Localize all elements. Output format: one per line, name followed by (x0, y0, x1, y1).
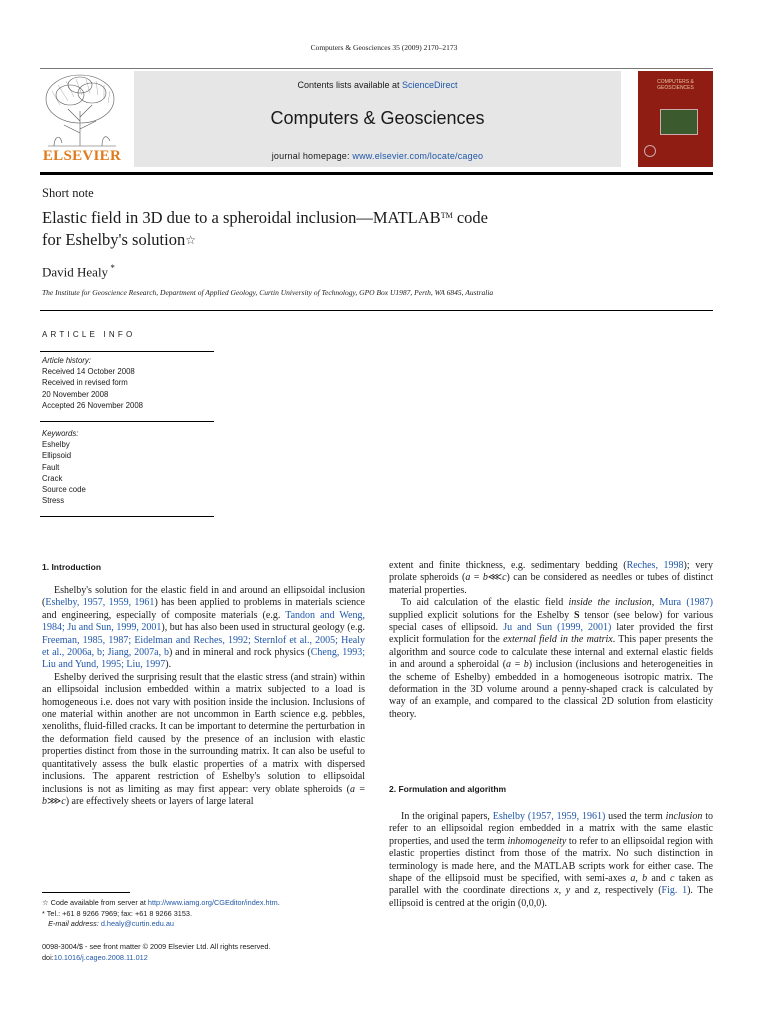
article-type: Short note (42, 186, 94, 200)
section-heading-formulation: 2. Formulation and algorithm (389, 784, 507, 794)
tree-logo-icon (40, 71, 124, 149)
footnote-rule (42, 892, 130, 893)
sciencedirect-link[interactable]: ScienceDirect (402, 80, 458, 90)
keyword-item: Crack (42, 473, 63, 483)
paragraph: To aid calculation of the elastic field inside the inclusion, Mura (1987) supplied explicit solutions for the Eshelby S tensor (see below) for various special cases of ellipsoid. Ju and Sun (1999, 2001) later provided the first explicit formulation for the external field in the matrix. This paper presents the algorithm and source code to calculate these internal and external elastic fields in and around a spheroidal (a = b) inclusion (inclusions and heterogeneities in the scheme of Eshelby) embedded in a homogeneous isotropic matrix. The deformation in the 3D volume around a penny-shaped crack is calculated by way of an example, and compared to the classical 2D solution from elasticity theory. (389, 597, 714, 720)
homepage-link[interactable]: www.elsevier.com/locate/cageo (352, 151, 484, 161)
keywords-label: Keywords: (42, 429, 79, 438)
article-history (42, 355, 143, 411)
article-info-heading: ARTICLE INFO (42, 330, 136, 339)
paper-title (42, 207, 682, 251)
journal-cover-thumbnail[interactable] (638, 71, 713, 167)
elsevier-logo (40, 71, 124, 165)
history-item: 20 November 2008 (42, 389, 109, 399)
title-footnote-star[interactable]: ☆ (185, 233, 196, 247)
paragraph: In the original papers, Eshelby (1957, 1959, 1961) used the term inclusion to refer to an ellipsoidal region embedded in a matrix with the same elastic properties, and used the term inhomogeneity to refer to an ellipsoidal region with elastic properties distinct from those of the matrix. No such distinction in terminology is made here, and the MATLAB scripts work for either case. The shape of the ellipsoid must be specified, with semi-axes a, b and c taken as parallel with the coordinate directions x, y and z, respectively (Fig. 1). The ellipsoid is centred at the origin (0,0,0). (389, 811, 713, 909)
journal-citation: Computers & Geosciences 35 (2009) 2170–2173 (310, 43, 458, 52)
body-column-left (42, 585, 365, 808)
section-heading-introduction: 1. Introduction (42, 562, 102, 572)
issn-line: 0098-3004/$ - see front matter © 2009 Elsevier Ltd. All rights reserved. (42, 942, 271, 951)
email-link[interactable]: d.healy@curtin.edu.au (100, 919, 174, 928)
paragraph: Eshelby's solution for the elastic field in and around an ellipsoidal inclusion (Eshelby, 1957, 1959, 1961) has been applied to problems in materials science and engineering, especially of composite materials (e.g. Tandon and Weng, 1984; Ju and Sun, 1999, 2001), but has also been used in structural geology (e.g. Freeman, 1985, 1987; Eidelman and Reches, 1992; Sternlof et al., 2005; Healy et al., 2006a, b; Jiang, 2007a, b) and in mineral and rock physics (Cheng, 1993; Liu and Yund, 1995; Liu, 1997). (42, 585, 366, 671)
body-column-right (389, 560, 713, 721)
footnote-contact: * Tel.: +61 8 9266 7969; fax: +61 8 9266 3153. (42, 908, 192, 918)
doi-link[interactable]: 10.1016/j.cageo.2008.11.012 (53, 953, 148, 962)
history-item: Received 14 October 2008 (42, 367, 135, 377)
copyright-block (42, 941, 270, 963)
paragraph: Eshelby derived the surprising result that the elastic stress (and strain) within an ellipsoidal inclusion embedded within a matrix subjected to a load is homogeneous i.e. does not vary with position inside the inclusion. Inclusions of one material within another are not uncommon in Earth science e.g. pebbles, xenoliths, fluid-filled cracks. It can be important to determine the perturbation in the deformation field caused by the presence of an inclusion with elastic properties distinct from those in the surrounding matrix. It can also be useful to quantitatively assess the bulk elastic properties of a matrix with dispersed inclusions. The apparent restriction of Eshelby's solution to ellipsoidal inclusions is not as limiting as may first appear: very oblate spheroids (a = b⋙c) are effectively sheets or layers of large lateral (42, 671, 365, 807)
journal-homepage-line (134, 151, 621, 161)
footnote-code (42, 898, 280, 909)
keyword-item: Ellipsoid (42, 451, 72, 461)
title-line2: for Eshelby's solution (42, 230, 186, 249)
doi-prefix: doi: (42, 953, 54, 962)
cover-title-line1: COMPUTERS & (657, 79, 694, 85)
contents-prefix: Contents lists available at (297, 80, 403, 90)
keyword-item: Source code (42, 485, 86, 495)
history-item: Received in revised form (42, 378, 128, 388)
footnote-code-prefix: ☆ Code available from server at (42, 898, 148, 907)
article-info-rule-3 (40, 516, 214, 517)
history-label: Article history: (42, 356, 91, 365)
cover-badge-icon (644, 145, 656, 157)
footnotes (42, 898, 280, 930)
author-name: David Healy (42, 264, 109, 280)
title-line1: Elastic field in 3D due to a spheroidal inclusion—MATLAB (42, 208, 441, 227)
cover-image (660, 109, 698, 135)
paragraph: extent and finite thickness, e.g. sedimentary bedding (Reches, 1998); very prolate spheroids (a = b⋘c) can be considered as needles or tubes of distinct material properties. (389, 560, 713, 596)
homepage-prefix: journal homepage: (271, 151, 353, 161)
body-column-right-lower (389, 811, 713, 910)
affiliation: The Institute for Geoscience Research, Department of Applied Geology, Curtin University of Technology, GPO Box U1987, Perth, WA 6845, Australia (42, 288, 494, 297)
article-info-rule-1 (40, 351, 214, 352)
contents-line (134, 80, 621, 90)
doi-line (42, 952, 270, 963)
footnote-code-end: . (277, 898, 280, 907)
author-line (42, 263, 115, 280)
footnote-email (42, 919, 280, 930)
history-item: Accepted 26 November 2008 (42, 400, 143, 410)
title-line1-end: code (452, 208, 488, 227)
journal-title: Computers & Geosciences (270, 108, 485, 128)
cover-title-line2: GEOSCIENCES (657, 85, 694, 91)
keyword-item: Eshelby (42, 440, 70, 450)
title-bottom-rule (40, 310, 713, 311)
code-server-link[interactable]: http://www.iamg.org/CGEditor/index.htm (147, 898, 278, 907)
article-info-rule-2 (40, 421, 214, 422)
header-top-rule (40, 68, 713, 69)
publisher-name: ELSEVIER (42, 148, 122, 164)
email-label: E-mail address: (48, 919, 101, 928)
keyword-item: Stress (42, 496, 65, 506)
keywords-block (42, 428, 86, 506)
header-bottom-rule (40, 172, 713, 175)
trademark-mark: TM (440, 211, 453, 220)
author-footnote-mark[interactable]: * (108, 263, 115, 273)
keyword-item: Fault (42, 462, 60, 472)
